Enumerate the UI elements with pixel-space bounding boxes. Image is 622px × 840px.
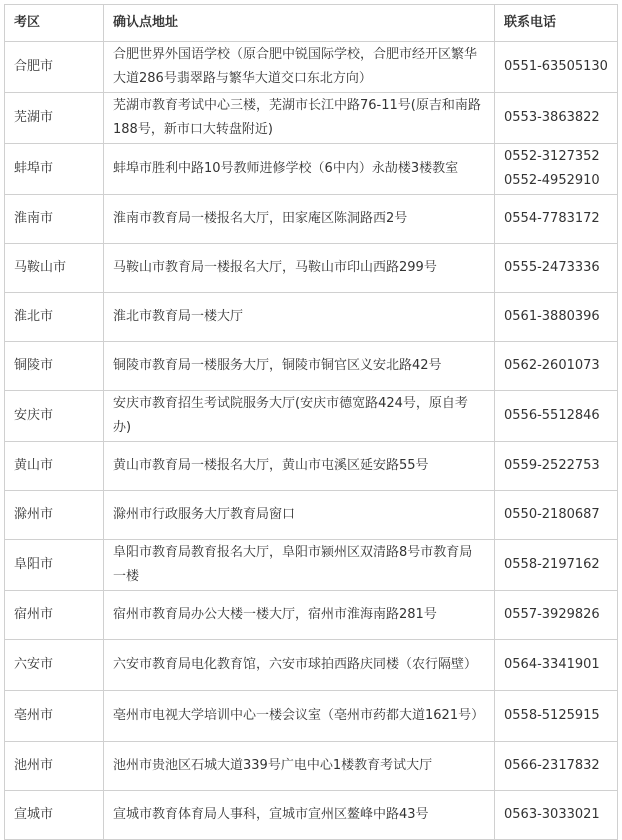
cell-exam-area: 蚌埠市	[5, 144, 104, 195]
table-header-row	[5, 5, 618, 42]
cell-address: 芜湖市教育考试中心三楼，芜湖市长江中路76-11号(原吉和南路188号，新市口大转盘附近)	[104, 93, 495, 144]
cell-phone	[495, 691, 618, 742]
table-body	[5, 42, 618, 840]
cell-exam-area: 宣城市	[5, 791, 104, 840]
cell-exam-area: 滁州市	[5, 491, 104, 540]
cell-phone	[495, 540, 618, 591]
phone-number: 0558-5125915	[504, 708, 600, 723]
cell-exam-area: 宿州市	[5, 591, 104, 640]
table-row	[5, 691, 618, 742]
cell-phone	[495, 293, 618, 342]
table-row	[5, 342, 618, 391]
table-row	[5, 640, 618, 691]
table-row	[5, 791, 618, 840]
table-row	[5, 93, 618, 144]
cell-address: 蚌埠市胜利中路10号教师进修学校（6中内）永劼楼3楼教室	[104, 144, 495, 195]
cell-phone	[495, 391, 618, 442]
cell-phone	[495, 342, 618, 391]
cell-address: 阜阳市教育局教育报名大厅，阜阳市颍州区双清路8号市教育局一楼	[104, 540, 495, 591]
phone-number: 0554-7783172	[504, 211, 600, 226]
cell-exam-area: 铜陵市	[5, 342, 104, 391]
cell-exam-area: 芜湖市	[5, 93, 104, 144]
cell-exam-area: 亳州市	[5, 691, 104, 742]
cell-exam-area: 马鞍山市	[5, 244, 104, 293]
table-row	[5, 540, 618, 591]
cell-exam-area: 淮南市	[5, 195, 104, 244]
cell-address: 淮北市教育局一楼大厅	[104, 293, 495, 342]
table-row	[5, 42, 618, 93]
cell-phone	[495, 195, 618, 244]
cell-exam-area: 池州市	[5, 742, 104, 791]
cell-address: 黄山市教育局一楼报名大厅，黄山市屯溪区延安路55号	[104, 442, 495, 491]
confirmation-sites-table	[4, 4, 618, 840]
cell-exam-area: 黄山市	[5, 442, 104, 491]
cell-phone	[495, 42, 618, 93]
phone-number: 0559-2522753	[504, 458, 600, 473]
cell-address: 淮南市教育局一楼报名大厅，田家庵区陈洞路西2号	[104, 195, 495, 244]
cell-phone	[495, 791, 618, 840]
phone-number: 0551-63505130	[504, 59, 608, 74]
cell-exam-area: 六安市	[5, 640, 104, 691]
phone-number: 0564-3341901	[504, 657, 600, 672]
cell-address: 池州市贵池区石城大道339号广电中心1楼教育考试大厅	[104, 742, 495, 791]
table-row	[5, 742, 618, 791]
phone-number: 0561-3880396	[504, 309, 600, 324]
cell-phone	[495, 244, 618, 293]
table-row	[5, 195, 618, 244]
cell-address: 马鞍山市教育局一楼报名大厅，马鞍山市印山西路299号	[104, 244, 495, 293]
phone-number: 0562-2601073	[504, 358, 600, 373]
header-address: 确认点地址	[104, 5, 495, 42]
cell-phone	[495, 442, 618, 491]
cell-address: 宿州市教育局办公大楼一楼大厅，宿州市淮海南路281号	[104, 591, 495, 640]
cell-phone	[495, 742, 618, 791]
cell-address: 安庆市教育招生考试院服务大厅(安庆市德宽路424号，原自考办)	[104, 391, 495, 442]
cell-address: 铜陵市教育局一楼服务大厅，铜陵市铜官区义安北路42号	[104, 342, 495, 391]
table-row	[5, 591, 618, 640]
phone-number: 0555-2473336	[504, 260, 600, 275]
cell-phone	[495, 640, 618, 691]
phone-number: 0563-3033021	[504, 807, 600, 822]
table-row	[5, 442, 618, 491]
header-phone: 联系电话	[495, 5, 618, 42]
cell-phone	[495, 591, 618, 640]
cell-phone	[495, 93, 618, 144]
phone-number: 0566-2317832	[504, 758, 600, 773]
cell-address: 滁州市行政服务大厅教育局窗口	[104, 491, 495, 540]
phone-number: 0553-3863822	[504, 110, 600, 125]
phone-number: 0552-4952910	[504, 173, 600, 188]
phone-number: 0552-3127352	[504, 149, 600, 164]
cell-address: 宣城市教育体育局人事科，宣城市宣州区鳌峰中路43号	[104, 791, 495, 840]
table-row	[5, 391, 618, 442]
cell-exam-area: 安庆市	[5, 391, 104, 442]
phone-number: 0558-2197162	[504, 557, 600, 572]
table-row	[5, 244, 618, 293]
cell-exam-area: 阜阳市	[5, 540, 104, 591]
table-row	[5, 144, 618, 195]
cell-address: 六安市教育局电化教育馆，六安市球拍西路庆同楼（农行隔壁）	[104, 640, 495, 691]
table-row	[5, 293, 618, 342]
cell-phone	[495, 491, 618, 540]
confirmation-sites-table-wrapper	[4, 4, 617, 840]
cell-address: 合肥世界外国语学校（原合肥中锐国际学校，合肥市经开区繁华大道286号翡翠路与繁华大道交口东北方向）	[104, 42, 495, 93]
phone-number: 0556-5512846	[504, 408, 600, 423]
cell-exam-area: 淮北市	[5, 293, 104, 342]
phone-number: 0550-2180687	[504, 507, 600, 522]
cell-phone	[495, 144, 618, 195]
cell-exam-area: 合肥市	[5, 42, 104, 93]
header-exam-area: 考区	[5, 5, 104, 42]
phone-number: 0557-3929826	[504, 607, 600, 622]
cell-address: 亳州市电视大学培训中心一楼会议室（亳州市药都大道1621号）	[104, 691, 495, 742]
table-row	[5, 491, 618, 540]
